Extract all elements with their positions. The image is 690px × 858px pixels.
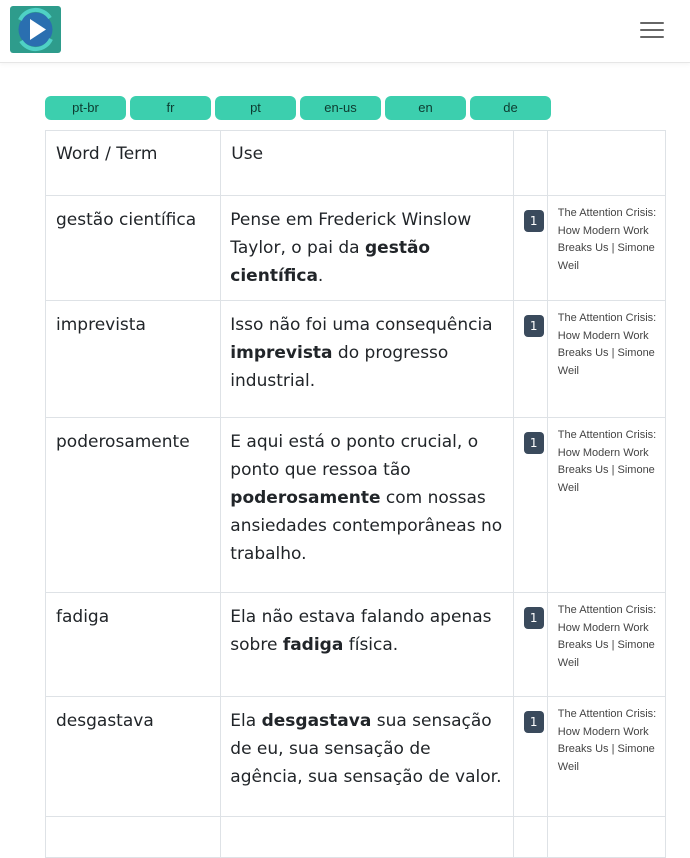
use-text: Ela	[230, 711, 262, 731]
header-word-term: Word / Term	[46, 131, 221, 196]
use-cell	[221, 697, 513, 817]
use-cell	[221, 418, 513, 593]
use-text: do progresso industrial.	[230, 343, 449, 391]
use-highlight: fadiga	[282, 635, 344, 655]
use-text: .	[317, 266, 324, 286]
header-count	[513, 131, 547, 196]
source-cell[interactable]: The Attention Crisis: How Modern Work Breaks Us | Simone Weil	[547, 697, 665, 817]
vocabulary-table	[45, 130, 666, 858]
use-cell	[221, 593, 513, 697]
use-text: com nossas ansiedades contemporâneas no trabalho.	[230, 488, 503, 564]
hamburger-menu-button[interactable]	[636, 18, 668, 44]
use-text: E aqui está o ponto crucial, o ponto que ressoa tão	[230, 432, 479, 480]
lang-button-pt[interactable]: pt	[215, 96, 296, 120]
menu-bar	[640, 22, 664, 24]
table-row	[46, 196, 666, 301]
lang-button-de[interactable]: de	[470, 96, 551, 120]
language-filter-bar	[45, 96, 551, 120]
lang-button-en-us[interactable]: en-us	[300, 96, 381, 120]
count-badge[interactable]: 1	[524, 210, 544, 232]
lang-button-pt-br[interactable]: pt-br	[45, 96, 126, 120]
menu-bar	[640, 36, 664, 38]
table-row	[46, 593, 666, 697]
use-highlight: poderosamente	[230, 488, 381, 508]
use-text: Ela não estava falando apenas sobre	[230, 607, 492, 655]
source-cell[interactable]: The Attention Crisis: How Modern Work Breaks Us | Simone Weil	[547, 418, 665, 593]
header-source	[547, 131, 665, 196]
word-cell: desgastava	[46, 697, 221, 817]
lang-button-en[interactable]: en	[385, 96, 466, 120]
count-cell	[513, 196, 547, 301]
use-text: física.	[343, 635, 399, 655]
word-cell	[46, 817, 221, 858]
source-cell[interactable]: The Attention Crisis: How Modern Work Breaks Us | Simone Weil	[547, 301, 665, 418]
use-highlight: imprevista	[230, 343, 333, 363]
use-text: Pense em Frederick Winslow Taylor, o pai da	[230, 210, 472, 258]
word-cell: fadiga	[46, 593, 221, 697]
use-highlight: desgastava	[261, 711, 372, 731]
table-header-row	[46, 131, 666, 196]
lang-button-fr[interactable]: fr	[130, 96, 211, 120]
count-cell	[513, 817, 547, 858]
navbar	[0, 0, 690, 63]
table-row	[46, 817, 666, 858]
menu-bar	[640, 29, 664, 31]
play-refresh-logo-icon[interactable]	[10, 6, 61, 53]
count-cell	[513, 301, 547, 418]
word-cell: imprevista	[46, 301, 221, 418]
use-cell	[221, 196, 513, 301]
count-badge[interactable]: 1	[524, 432, 544, 454]
word-cell: poderosamente	[46, 418, 221, 593]
source-cell[interactable]: The Attention Crisis: How Modern Work Breaks Us | Simone Weil	[547, 196, 665, 301]
count-badge[interactable]: 1	[524, 711, 544, 733]
count-cell	[513, 697, 547, 817]
word-cell: gestão científica	[46, 196, 221, 301]
count-cell	[513, 593, 547, 697]
table-row	[46, 697, 666, 817]
source-cell	[547, 817, 665, 858]
count-badge[interactable]: 1	[524, 607, 544, 629]
use-text: sua sensação de eu, sua sensação de agência, sua sensação de valor.	[230, 711, 502, 787]
table-row	[46, 418, 666, 593]
use-text: Isso não foi uma consequência	[230, 315, 493, 335]
count-badge[interactable]: 1	[524, 315, 544, 337]
source-cell[interactable]: The Attention Crisis: How Modern Work Breaks Us | Simone Weil	[547, 593, 665, 697]
use-highlight: gestão científica	[230, 238, 431, 286]
table-row	[46, 301, 666, 418]
use-cell	[221, 301, 513, 418]
count-cell	[513, 418, 547, 593]
header-use: Use	[221, 131, 513, 196]
use-cell	[221, 817, 513, 858]
